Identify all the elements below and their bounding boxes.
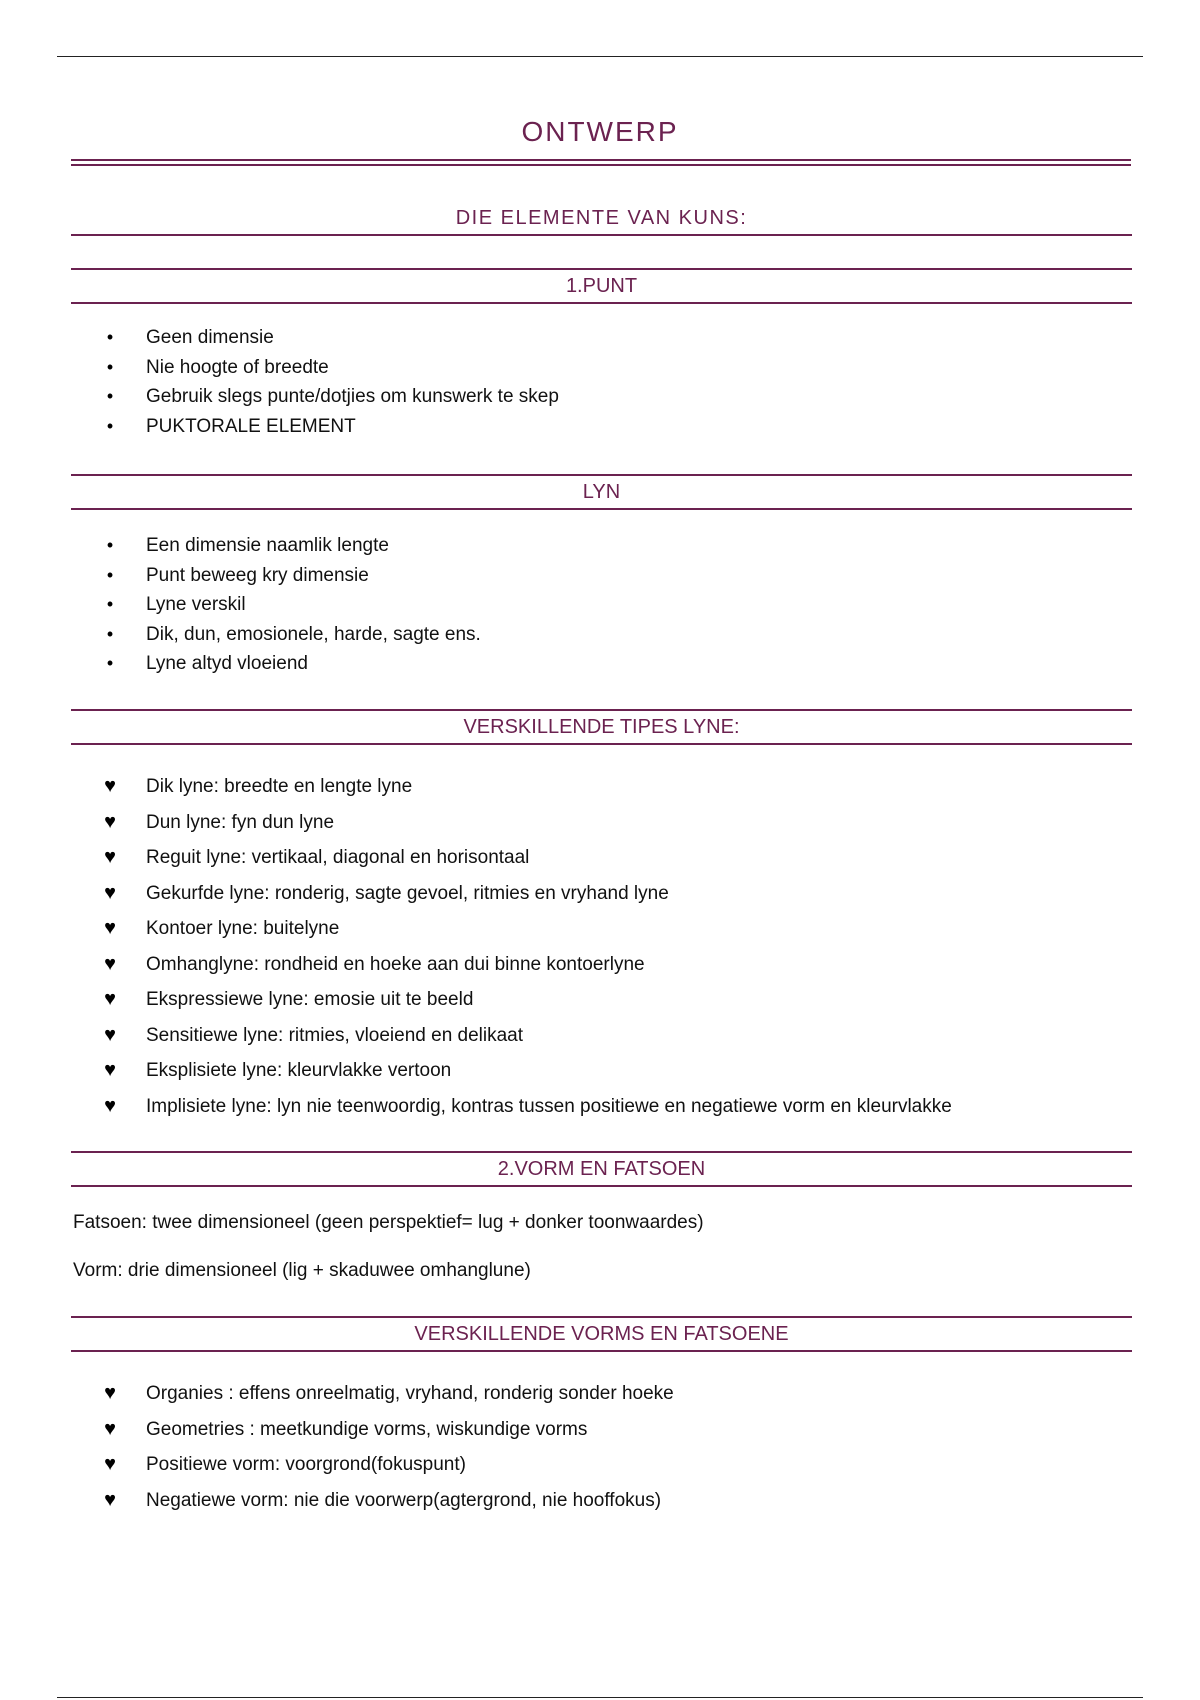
bullet-dot-icon: • (106, 415, 114, 436)
list-item: ♥ Positiewe vorm: voorgrond(fokuspunt) (100, 1447, 1130, 1483)
list-item: ♥ Dun lyne: fyn dun lyne (100, 805, 1130, 841)
list-item: • Nie hoogte of breedte (100, 353, 1130, 383)
list-item: • Gebruik slegs punte/dotjies om kunswerk te skep (100, 382, 1130, 412)
bullet-dot-icon: • (106, 386, 114, 406)
heart-icon: ♥ (104, 917, 116, 939)
page-top-rule (57, 56, 1143, 57)
heart-icon: ♥ (104, 952, 116, 975)
list-item: ♥ Geometries : meetkundige vorms, wiskundige vorms (100, 1412, 1130, 1448)
vorms-fatsoene-heading: VERSKILLENDE VORMS EN FATSOENE (71, 1316, 1132, 1352)
punt-list (100, 323, 1130, 441)
heart-icon: ♥ (104, 1094, 116, 1117)
list-item: ♥ Ekspressiewe lyne: emosie uit te beeld (100, 982, 1130, 1018)
heart-icon: ♥ (104, 846, 116, 868)
list-item: ♥ Organies : effens onreelmatig, vryhand, ronderig sonder hoeke (100, 1376, 1130, 1412)
elements-heading: DIE ELEMENTE VAN KUNS: (71, 202, 1132, 236)
bullet-dot-icon: • (106, 356, 114, 377)
heart-icon: ♥ (104, 1488, 116, 1511)
list-item: • Geen dimensie (100, 323, 1130, 353)
heart-icon: ♥ (104, 1453, 116, 1475)
heart-icon: ♥ (104, 775, 116, 797)
tipes-lyne-list (100, 769, 1130, 1124)
list-item: ♥ Gekurfde lyne: ronderig, sagte gevoel, ritmies en vryhand lyne (100, 876, 1130, 912)
heart-icon: ♥ (104, 1023, 116, 1046)
fatsoen-text: Fatsoen: twee dimensioneel (geen perspektief= lug + donker toonwaardes) (73, 1212, 704, 1233)
bullet-dot-icon: • (106, 594, 114, 614)
list-item: • Een dimensie naamlik lengte (100, 531, 1130, 561)
bullet-dot-icon: • (106, 653, 114, 673)
heart-icon: ♥ (104, 1417, 116, 1440)
list-item: ♥ Sensitiewe lyne: ritmies, vloeiend en delikaat (100, 1018, 1130, 1054)
title-double-rule (71, 159, 1131, 166)
vorms-fatsoene-list (100, 1376, 1130, 1518)
list-item: • Punt beweeg kry dimensie (100, 561, 1130, 591)
heart-icon: ♥ (104, 810, 116, 833)
heart-icon: ♥ (104, 881, 116, 904)
list-item: • Dik, dun, emosionele, harde, sagte ens. (100, 620, 1130, 650)
list-item: ♥ Eksplisiete lyne: kleurvlakke vertoon (100, 1053, 1130, 1089)
vorm-text: Vorm: drie dimensioneel (lig + skaduwee omhanglune) (73, 1260, 531, 1281)
heart-icon: ♥ (104, 988, 116, 1010)
page-bottom-rule (57, 1697, 1143, 1698)
bullet-dot-icon: • (106, 623, 114, 644)
list-item: ♥ Negatiewe vorm: nie die voorwerp(agtergrond, nie hooffokus) (100, 1483, 1130, 1519)
tipes-lyne-heading: VERSKILLENDE TIPES LYNE: (71, 709, 1132, 745)
list-item: ♥ Kontoer lyne: buitelyne (100, 911, 1130, 947)
vorm-heading: 2.VORM EN FATSOEN (71, 1151, 1132, 1187)
list-item: ♥ Implisiete lyne: lyn nie teenwoordig, kontras tussen positiewe en negatiewe vorm en kleurvlakke (100, 1089, 1130, 1125)
heart-icon: ♥ (104, 1059, 116, 1081)
list-item: • Lyne altyd vloeiend (100, 649, 1130, 679)
lyn-heading: LYN (71, 474, 1132, 510)
heart-icon: ♥ (104, 1382, 116, 1404)
bullet-dot-icon: • (106, 327, 114, 347)
list-item: ♥ Reguit lyne: vertikaal, diagonal en horisontaal (100, 840, 1130, 876)
list-item: • Lyne verskil (100, 590, 1130, 620)
lyn-list (100, 531, 1130, 679)
document-title: ONTWERP (521, 116, 679, 147)
list-item: • PUKTORALE ELEMENT (100, 412, 1130, 442)
bullet-dot-icon: • (106, 535, 114, 555)
punt-heading: 1.PUNT (71, 268, 1132, 304)
list-item: ♥ Dik lyne: breedte en lengte lyne (100, 769, 1130, 805)
bullet-dot-icon: • (106, 564, 114, 585)
list-item: ♥ Omhanglyne: rondheid en hoeke aan dui binne kontoerlyne (100, 947, 1130, 983)
